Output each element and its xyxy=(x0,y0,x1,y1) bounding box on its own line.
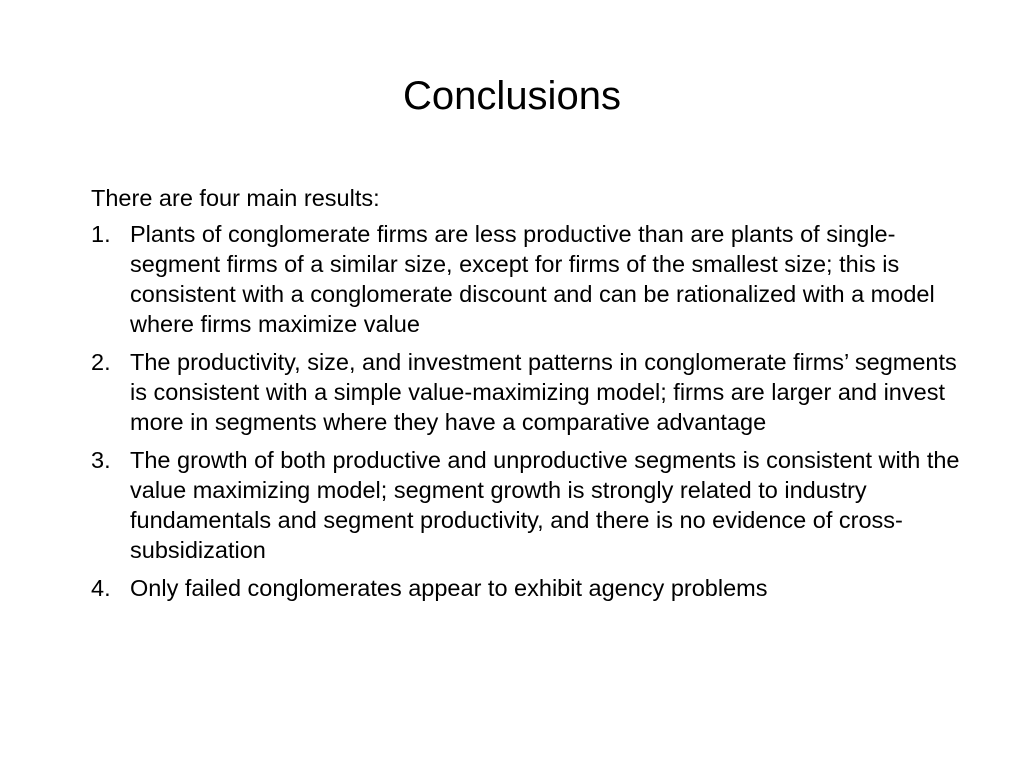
result-number: 3. xyxy=(91,447,111,473)
result-number: 2. xyxy=(91,349,111,375)
result-item-3 xyxy=(91,445,971,565)
result-text: The productivity, size, and investment patterns in conglomerate firms’ segments is consistent with a simple value-maximizing model; firms are larger and invest more in segments where they have a comparative advantage xyxy=(130,349,957,435)
result-number: 1. xyxy=(91,221,111,247)
result-text: Only failed conglomerates appear to exhibit agency problems xyxy=(130,575,768,601)
result-item-4 xyxy=(91,573,971,603)
result-number: 4. xyxy=(91,575,111,601)
result-text: The growth of both productive and unproductive segments is consistent with the value maximizing model; segment growth is strongly related to industry fundamentals and segment productivity, and there is no evidence of cross-subsidization xyxy=(130,447,960,563)
intro-text: There are four main results: xyxy=(91,185,380,211)
slide-title: Conclusions xyxy=(403,74,621,118)
result-item-2 xyxy=(91,347,971,437)
result-item-1 xyxy=(91,219,971,339)
results-list xyxy=(91,219,971,603)
slide-body xyxy=(91,183,971,611)
result-text: Plants of conglomerate firms are less productive than are plants of single-segment firms of a similar size, except for firms of the smallest size; this is consistent with a conglomerate discount and can be rationalized with a model where firms maximize value xyxy=(130,221,935,337)
